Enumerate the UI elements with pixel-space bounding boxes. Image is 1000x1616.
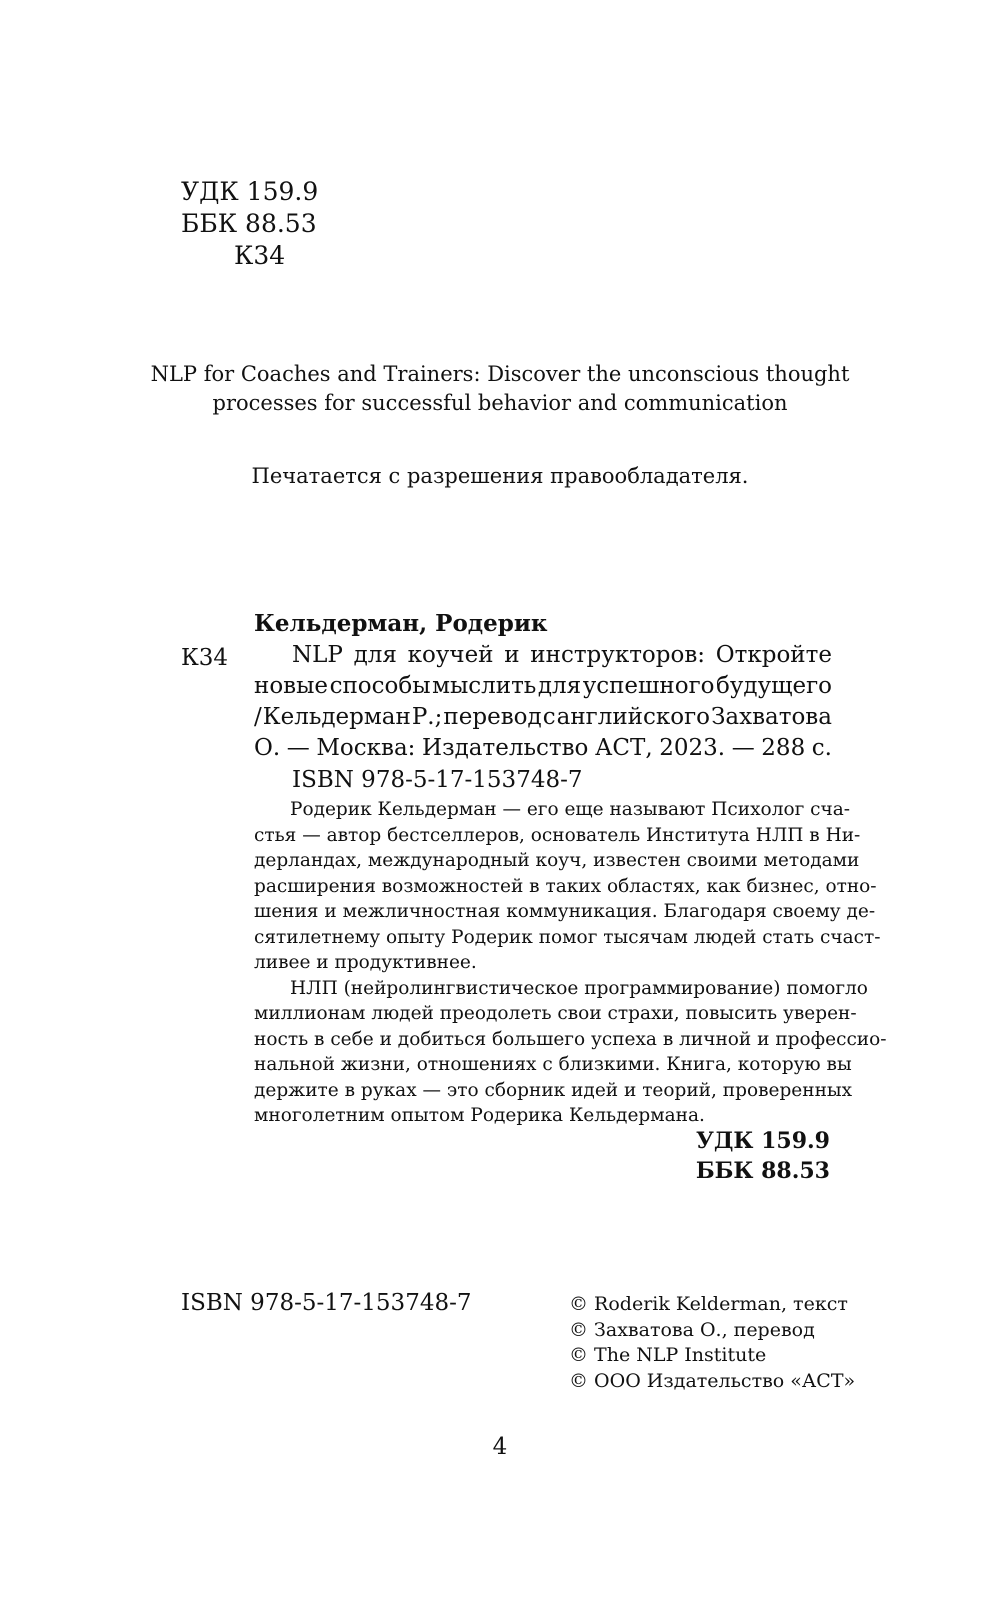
bbk-code: ББК 88.53 [181,209,317,238]
annotation-line: стья — автор бестселлеров, основатель Института НЛП в Ни- [254,824,861,846]
copyright-line: © ООО Издательство «АСТ» [569,1369,856,1392]
bbk-code-bold: ББК 88.53 [695,1158,830,1184]
author-heading: Кельдерман, Родерик [254,610,548,637]
index-code: К34 [181,645,229,671]
biblio-line: новые способы мыслить для успешного будущего [254,673,832,699]
annotation-line: ливее и продуктивнее. [254,952,477,973]
original-title-line: NLP for Coaches and Trainers: Discover the unconscious thought [150,362,850,386]
annotation-line: шения и межличностная коммуникация. Благодаря своему де- [254,901,876,922]
copyright-line: © The NLP Institute [569,1344,767,1366]
bibliographic-description [254,640,832,764]
permission-note: Печатается с разрешения правообладателя. [251,464,749,488]
isbn-record: ISBN 978-5-17-153748-7 [292,767,583,793]
original-title-line: processes for successful behavior and communication [212,391,788,415]
annotation-line: Родерик Кельдерман — его еще называют Психолог сча- [290,799,851,820]
copyright-line: © Roderik Kelderman, текст [569,1293,848,1315]
udk-code-bold: УДК 159.9 [696,1128,830,1154]
biblio-line: О. — Москва: Издательство АСТ, 2023. — 288 с. [254,735,832,761]
annotation-line: держите в руках — это сборник идей и теорий, проверенных [254,1079,853,1101]
isbn-bottom: ISBN 978-5-17-153748-7 [181,1290,472,1316]
copyright-line: © Захватова О., перевод [569,1318,815,1341]
annotation-line: многолетним опытом Родерика Кельдермана. [254,1105,705,1126]
original-title [150,360,850,418]
author-mark: К34 [234,241,286,270]
annotation-line: дерландах, международный коуч, известен своими методами [254,850,860,871]
annotation-line: нальной жизни, отношениях с близкими. Книга, которую вы [254,1054,852,1075]
annotation-line: расширения возможностей в таких областях, как бизнес, отно- [254,875,877,897]
annotation-line: сятилетнему опыту Родерик помог тысячам людей стать счаст- [254,926,881,948]
annotation-line: миллионам людей преодолеть свои страхи, повысить уверен- [254,1003,857,1024]
annotation [254,797,887,1129]
page-number: 4 [492,1434,508,1460]
biblio-line: NLP для коучей и инструкторов: Откройте [292,642,832,668]
biblio-line: / Кельдерман Р.; перевод с английского Захватова [254,704,832,730]
annotation-line: НЛП (нейролингвистическое программирование) помогло [290,977,868,999]
copyright-list [569,1292,855,1394]
annotation-line: ность в себе и добиться большего успеха в личной и профессио- [254,1028,887,1050]
udk-code: УДК 159.9 [181,177,319,206]
